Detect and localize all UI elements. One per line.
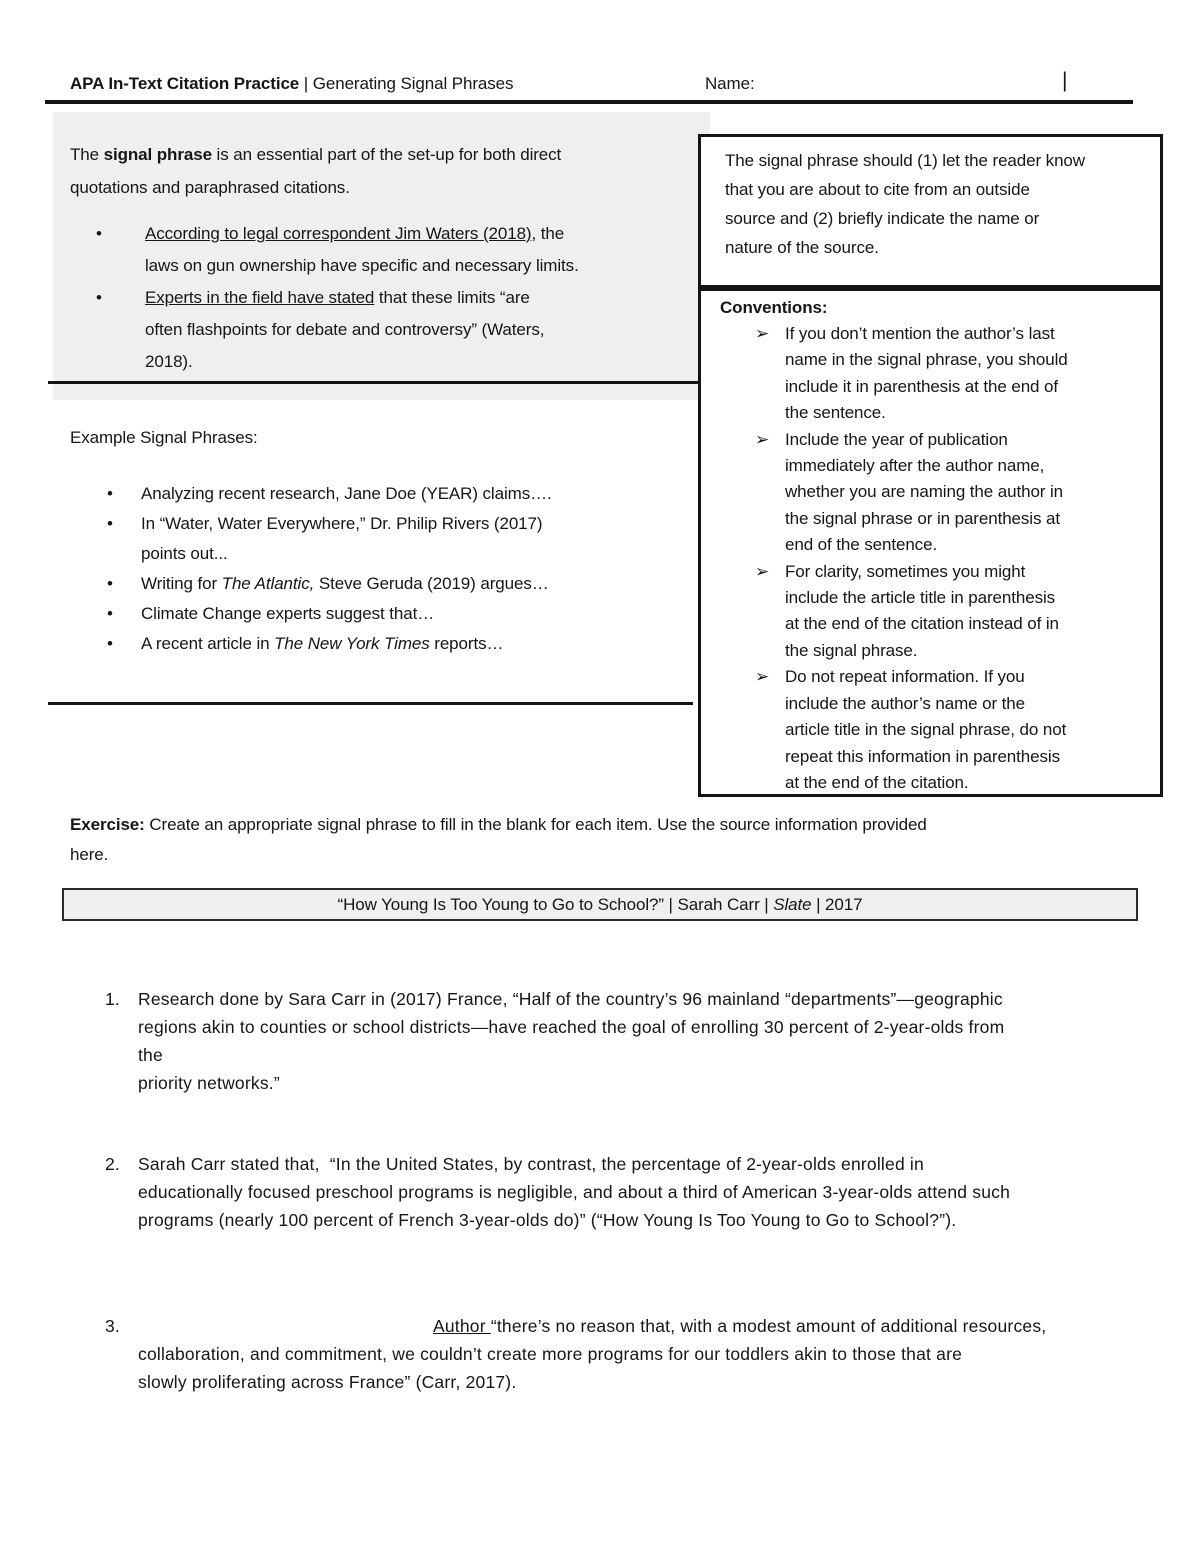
text-line: the sentence.: [785, 403, 886, 423]
text-line: include the article title in parenthesis: [785, 588, 1056, 608]
exercise-item-3-text: [138, 1312, 1046, 1396]
text-line: Sarah Carr stated that, “In the United States, by contrast, the percentage of 2-year-olds enrolled in: [138, 1154, 924, 1174]
convention-item-2: [755, 427, 1160, 559]
text-line: nature of the source.: [725, 238, 879, 257]
text-line: source and (2) briefly indicate the name or: [725, 209, 1040, 228]
text-line: at the end of the citation instead of in: [785, 614, 1059, 634]
convention-item-3-text: [785, 559, 1059, 665]
convention-item-4: [755, 664, 1160, 796]
bullet-icon: •: [107, 574, 113, 593]
name-blank-field[interactable]: [762, 72, 1058, 98]
conventions-box: [698, 288, 1163, 797]
conventions-list: [701, 321, 1160, 796]
name-label: Name:: [705, 74, 755, 93]
text-line: laws on gun ownership have specific and necessary limits.: [145, 256, 579, 275]
arrow-bullet-icon: ➢: [755, 429, 770, 449]
conventions-heading: Conventions:: [720, 298, 828, 317]
intro-bullet-2-text: [145, 282, 544, 378]
example-5-post: reports…: [429, 634, 504, 653]
example-item-2-text: [141, 509, 542, 569]
exercise-instructions: [70, 810, 927, 870]
text-line: end of the sentence.: [785, 535, 938, 555]
example-5-pre: A recent article in: [141, 634, 275, 653]
text-line: [70, 138, 561, 171]
publication-title: The New York Times: [274, 634, 430, 653]
text-line: [70, 810, 927, 840]
exercise-item-2-text: [138, 1150, 1010, 1234]
text-line: here.: [70, 845, 109, 864]
bullet-icon: •: [107, 604, 113, 623]
text-line: that you are about to cite from an outside: [725, 180, 1030, 199]
source-citation-bar: [62, 888, 1138, 921]
example-item-4: [107, 599, 552, 629]
text-line: the signal phrase or in parenthesis at: [785, 508, 1060, 528]
text-line: priority networks.”: [138, 1073, 280, 1093]
text-line: Research done by Sara Carr in (2017) France, “Half of the country’s 96 mainland “departments”—geographic: [138, 989, 1003, 1009]
worksheet-subtitle: Generating Signal Phrases: [312, 74, 514, 93]
examples-heading: Example Signal Phrases:: [70, 428, 258, 447]
convention-item-1: [755, 321, 1160, 427]
exercise-item-2: [105, 1150, 1010, 1234]
text-line: If you don’t mention the author’s last: [785, 324, 1055, 343]
item-3-quote: “there’s no reason that, with a modest amount of additional resources,: [490, 1316, 1047, 1336]
exercise-text: Create an appropriate signal phrase to fill in the blank for each item. Use the source information provided: [144, 815, 927, 834]
text-line: points out...: [141, 544, 228, 563]
examples-list: [107, 479, 552, 659]
text-line: collaboration, and commitment, we couldn’t create more programs for our toddlers akin to those that are: [138, 1344, 963, 1364]
bullet-icon: •: [107, 514, 113, 533]
intro-lead-post: is an essential part of the set-up for both direct: [211, 145, 562, 164]
item-number: 3.: [105, 1316, 120, 1336]
text-line: repeat this information in parenthesis: [785, 746, 1060, 766]
example-item-1: [107, 479, 552, 509]
text-line: the: [138, 1045, 163, 1065]
convention-item-1-text: [785, 321, 1068, 427]
exercise-item-3: [105, 1312, 1046, 1396]
text-line: [145, 218, 579, 250]
signal-phrase-underlined: Experts in the field have stated: [145, 288, 375, 307]
source-year: | 2017: [811, 895, 863, 914]
intro-lead-bold: signal phrase: [103, 145, 212, 164]
example-item-5: [107, 629, 552, 659]
text-line: name in the signal phrase, you should: [785, 350, 1068, 370]
arrow-bullet-icon: ➢: [755, 561, 770, 581]
item-number: 1.: [105, 989, 120, 1009]
arrow-bullet-icon: ➢: [755, 667, 770, 687]
text-line: at the end of the citation.: [785, 772, 969, 792]
text-line: include the author’s name or the: [785, 693, 1025, 713]
intro-lead-pre: The: [70, 145, 104, 164]
convention-item-2-text: [785, 427, 1063, 559]
arrow-bullet-icon: ➢: [755, 324, 770, 343]
text-line: educationally focused preschool programs is negligible, and about a third of American 3-year-olds attend such: [138, 1182, 1011, 1202]
text-line: include it in parenthesis at the end of: [785, 376, 1059, 396]
text-line: The signal phrase should (1) let the reader know: [725, 151, 1085, 170]
text-line: 2018).: [145, 352, 193, 371]
item-number: 2.: [105, 1154, 120, 1174]
text-line: quotations and paraphrased citations.: [70, 178, 350, 197]
signal-phrase-blank[interactable]: [138, 1331, 433, 1332]
text-line: whether you are naming the author in: [785, 482, 1064, 502]
example-3-pre: Writing for: [141, 574, 222, 593]
example-3-post: Steve Geruda (2019) argues…: [314, 574, 549, 593]
publication-title: Slate: [773, 895, 812, 914]
publication-title: The Atlantic,: [221, 574, 315, 593]
intro-paragraph: [70, 138, 561, 204]
intro-bullet-list: [96, 218, 579, 378]
text-line: article title in the signal phrase, do not: [785, 720, 1067, 740]
text-line: Climate Change experts suggest that…: [141, 604, 435, 623]
title-separator: |: [299, 74, 313, 93]
text-line: the signal phrase.: [785, 640, 918, 660]
convention-item-3: [755, 559, 1160, 665]
signal-phrase-underlined: According to legal correspondent Jim Waters (2018): [145, 224, 532, 243]
intro-panel-divider: [48, 381, 710, 384]
text-line: Analyzing recent research, Jane Doe (YEAR) claims….: [141, 484, 552, 503]
text-line: In “Water, Water Everywhere,” Dr. Philip Rivers (2017): [141, 514, 543, 533]
example-item-2: [107, 509, 552, 569]
text-line: slowly proliferating across France” (Carr, 2017).: [138, 1372, 517, 1392]
text-line: immediately after the author name,: [785, 456, 1045, 476]
section-divider: [48, 702, 693, 705]
author-underlined: Author: [433, 1316, 491, 1336]
text-line: [141, 569, 549, 599]
intro-b2-rest: that these limits “are: [374, 288, 530, 307]
text-line: For clarity, sometimes you might: [785, 561, 1026, 581]
example-item-3: [107, 569, 552, 599]
text-line: [145, 282, 544, 314]
text-cursor: |: [1062, 69, 1068, 92]
exercise-item-1: [105, 985, 1004, 1097]
bullet-icon: •: [107, 484, 113, 503]
text-line: often flashpoints for debate and controversy” (Waters,: [145, 320, 545, 339]
text-line: [141, 629, 503, 659]
text-line: Do not repeat information. If you: [785, 667, 1025, 687]
source-title-author: “How Young Is Too Young to Go to School?” | Sarah Carr |: [337, 895, 774, 914]
text-line: regions akin to counties or school districts—have reached the goal of enrolling 30 percent of 2-year-olds from: [138, 1017, 1005, 1037]
intro-bullet-1-text: [145, 218, 579, 282]
bullet-icon: •: [107, 634, 113, 653]
exercise-item-1-text: [138, 985, 1004, 1097]
intro-bullet-1: [96, 218, 579, 282]
intro-bullet-2: [96, 282, 579, 378]
text-line: [138, 1312, 1046, 1340]
bullet-icon: •: [96, 224, 102, 243]
header-rule: [45, 100, 1133, 104]
signal-purpose-box: [698, 134, 1163, 288]
exercise-label: Exercise:: [70, 815, 145, 834]
bullet-icon: •: [96, 288, 102, 307]
text-line: Include the year of publication: [785, 429, 1008, 449]
text-line: programs (nearly 100 percent of French 3-year-olds do)” (“How Young Is Too Young to Go to School?”).: [138, 1210, 957, 1230]
intro-b1-rest: , the: [531, 224, 565, 243]
convention-item-4-text: [785, 664, 1066, 796]
worksheet-title-main: APA In-Text Citation Practice: [70, 74, 300, 93]
worksheet-title: [70, 74, 513, 94]
